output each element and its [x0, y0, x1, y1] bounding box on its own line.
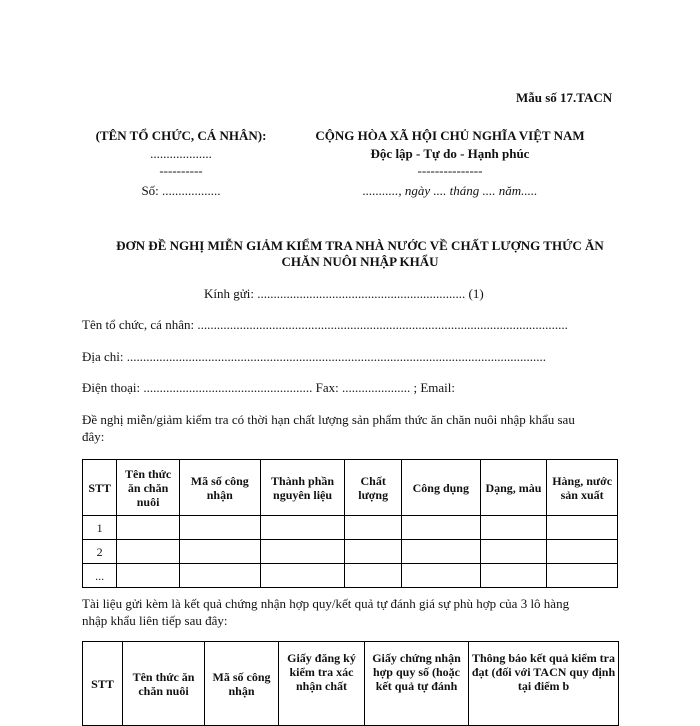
motto-dashes: --------------- — [417, 163, 483, 178]
table-cell — [547, 540, 618, 564]
header-approval-code: Mã số công nhận — [179, 460, 260, 516]
org-dashes: ---------- — [159, 163, 203, 178]
header-quality: Chất lượng — [345, 460, 402, 516]
table-cell — [547, 564, 618, 588]
attachments-table-header-row — [83, 642, 619, 726]
document-title-line2: CHĂN NUÔI NHẬP KHẨU — [281, 254, 439, 269]
header-stt: STT — [83, 460, 117, 516]
table-cell — [117, 564, 180, 588]
table-cell — [117, 516, 180, 540]
table-cell — [401, 540, 480, 564]
table-cell — [345, 540, 402, 564]
org-name-line: Tên tổ chức, cá nhân: .................................................................................................................. — [82, 317, 568, 332]
attachments-table — [82, 641, 619, 726]
table-row — [83, 540, 618, 564]
country-name: CỘNG HÒA XÃ HỘI CHỦ NGHĨA VIỆT NAM — [315, 128, 585, 143]
header-approval-code: Mã số công nhận — [205, 642, 279, 726]
table-cell — [401, 564, 480, 588]
table-cell — [260, 564, 345, 588]
attachment-text-line1: Tài liệu gửi kèm là kết quả chứng nhận hợp quy/kết quả tự đánh giá sự phù hợp của 3 lô hàng — [82, 596, 570, 611]
header-feed-name: Tên thức ăn chăn nuôi — [123, 642, 205, 726]
table-cell — [480, 516, 547, 540]
table-cell — [401, 516, 480, 540]
products-table-header-row — [83, 460, 618, 516]
table-cell — [179, 540, 260, 564]
table-cell — [260, 516, 345, 540]
table-cell — [480, 540, 547, 564]
org-label: (TÊN TỔ CHỨC, CÁ NHÂN): — [95, 128, 267, 143]
org-dots: ................... — [150, 146, 212, 161]
header-ingredients: Thành phần nguyên liệu — [260, 460, 345, 516]
contact-line: Điện thoại: .................................................... Fax: ..................... ; Email: — [82, 380, 456, 395]
recipient-line: Kính gửi: ................................................................ (1) — [204, 286, 484, 301]
header-manufacturer-country: Hàng, nước sản xuất — [547, 460, 618, 516]
attachment-text-line2: nhập khẩu liên tiếp sau đây: — [82, 613, 228, 628]
table-cell — [480, 564, 547, 588]
row-number: ... — [83, 564, 117, 588]
row-number: 1 — [83, 516, 117, 540]
table-row — [83, 564, 618, 588]
motto: Độc lập - Tự do - Hạnh phúc — [370, 146, 530, 161]
table-cell — [117, 540, 180, 564]
table-cell — [179, 564, 260, 588]
document-title-line1: ĐƠN ĐỀ NGHỊ MIỄN GIẢM KIỂM TRA NHÀ NƯỚC VỀ CHẤT LƯỢNG THỨC ĂN — [116, 238, 604, 253]
request-text-line2: đây: — [82, 429, 105, 444]
row-number: 2 — [83, 540, 117, 564]
request-text-line1: Đề nghị miễn/giảm kiểm tra có thời hạn chất lượng sản phẩm thức ăn chăn nuôi nhập khẩu sau — [82, 412, 575, 427]
header-stt: STT — [83, 642, 123, 726]
table-row — [83, 516, 618, 540]
address-line: Địa chỉ: ................................................................................................................................. — [82, 349, 547, 364]
table-cell — [260, 540, 345, 564]
header-registration-certificate: Giấy đăng ký kiểm tra xác nhận chất — [279, 642, 365, 726]
products-table — [82, 459, 618, 588]
form-code: Mẫu số 17.TACN — [516, 90, 613, 105]
number-line: Số: .................. — [141, 183, 221, 198]
table-cell — [547, 516, 618, 540]
table-cell — [345, 516, 402, 540]
header-feed-name: Tên thức ăn chăn nuôi — [117, 460, 180, 516]
table-cell — [179, 516, 260, 540]
date-line: ..........., ngày .... tháng .... năm..... — [362, 183, 538, 198]
header-inspection-result-notice: Thông báo kết quả kiểm tra đạt (đối với TACN quy định tại điểm b — [469, 642, 619, 726]
header-conformity-certificate: Giấy chứng nhận hợp quy số (hoặc kết quả tự đánh — [365, 642, 469, 726]
header-usage: Công dụng — [401, 460, 480, 516]
table-cell — [345, 564, 402, 588]
header-form-color: Dạng, màu — [480, 460, 547, 516]
